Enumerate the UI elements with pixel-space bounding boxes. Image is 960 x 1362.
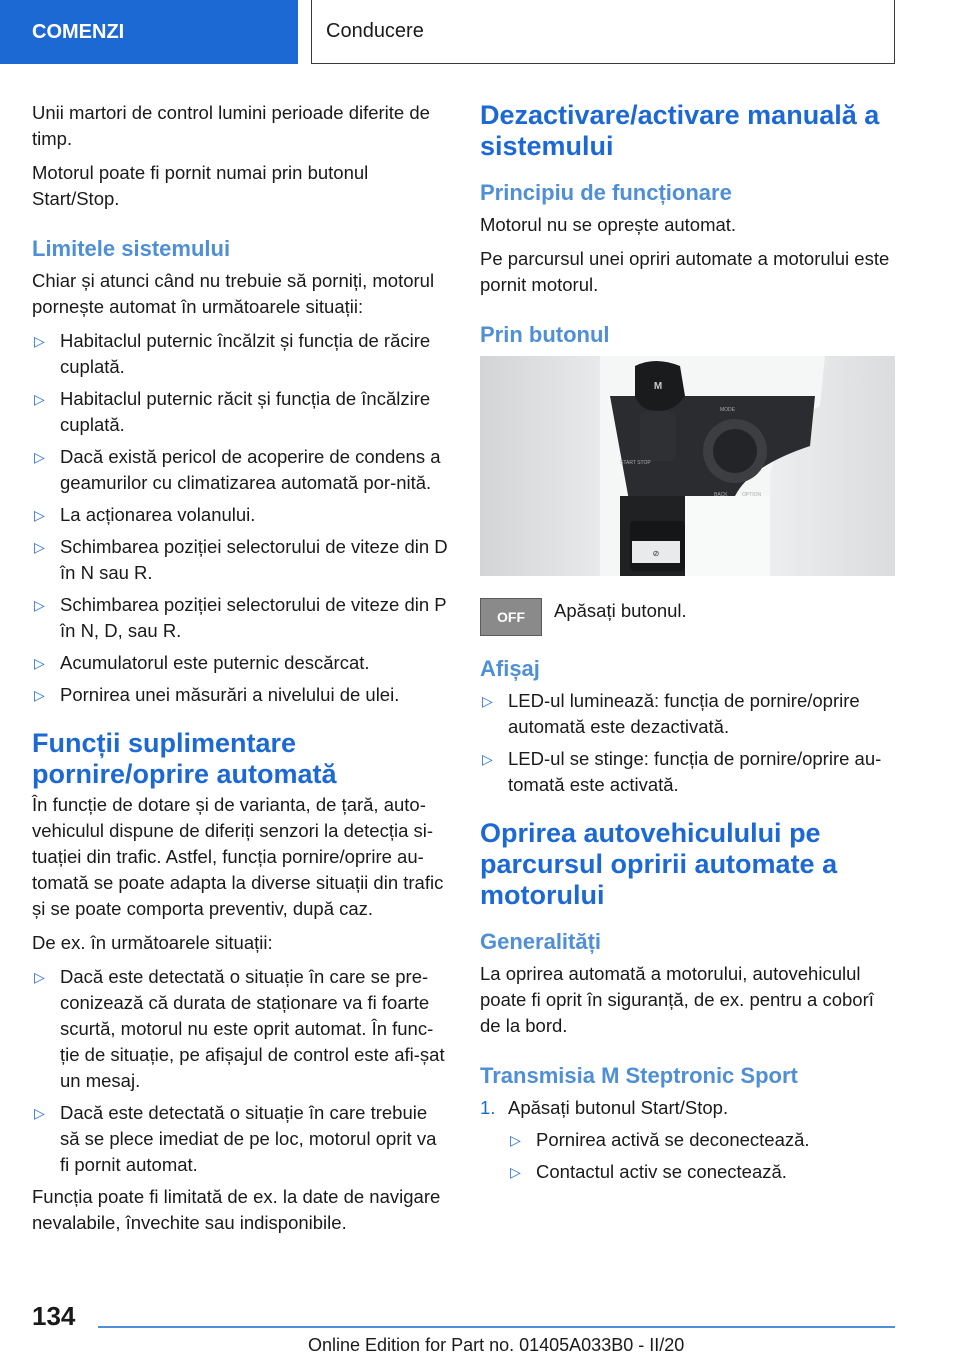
paragraph: Funcția poate fi limitată de ex. la date de navigare nevalabile, învechite sau indisponibile.	[32, 1186, 441, 1233]
chapter-tab	[311, 0, 895, 64]
heading-display: Afișaj	[480, 656, 540, 681]
triangle-bullet-icon: ▷	[34, 539, 45, 555]
paragraph: Chiar și atunci când nu trebuie să porniți, motorul pornește automat în următoarele situații:	[32, 270, 435, 317]
paragraph: Unii martori de control lumini perioade diferite de timp.	[32, 102, 430, 149]
list-item: ▷ Pornirea activă se deconectează.	[508, 1127, 896, 1153]
step-number: 1.	[480, 1097, 496, 1118]
paragraph: Motorul nu se oprește automat.	[480, 214, 737, 235]
triangle-bullet-icon: ▷	[510, 1132, 521, 1148]
footer-rule	[98, 1326, 895, 1328]
display-list	[480, 688, 896, 798]
limits-list	[32, 328, 448, 708]
heading-by-button: Prin butonul	[480, 322, 610, 347]
heading-limits: Limitele sistemului	[32, 236, 231, 261]
svg-text:MODE: MODE	[720, 407, 735, 413]
footer-edition: Online Edition for Part no. 01405A033B0 - II/20	[308, 1335, 685, 1355]
auto-start-stop-off-icon: OFF	[480, 598, 542, 636]
center-console-illustration	[480, 356, 895, 576]
heading-transmission: Transmisia M Steptronic Sport	[480, 1063, 798, 1088]
triangle-bullet-icon: ▷	[34, 391, 45, 407]
list-item: ▷ Habitaclul puternic răcit și funcția de încălzire cuplată.	[34, 388, 431, 435]
svg-text:BACK: BACK	[714, 492, 728, 498]
paragraph: Pe parcursul unei opriri automate a motorului este pornit motorul.	[480, 248, 890, 295]
list-item: ▷ Schimbarea poziției selectorului de viteze din P în N, D, sau R.	[34, 594, 447, 641]
list-item: ▷ Acumulatorul este puternic descărcat.	[32, 650, 448, 676]
steps-list	[480, 1095, 896, 1185]
heading-general: Generalități	[480, 929, 602, 954]
list-item: ▷ Schimbarea poziției selectorului de viteze din D în N sau R.	[34, 536, 448, 583]
triangle-bullet-icon: ▷	[34, 333, 45, 349]
list-item: ▷ Contactul activ se conectează.	[508, 1159, 896, 1185]
center-console-photo	[480, 356, 895, 576]
svg-text:OPTION: OPTION	[742, 492, 762, 498]
heading-manual-toggle: Dezactivare/activare manuală a sistemului	[480, 100, 880, 161]
list-item: ▷ La acționarea volanului.	[32, 502, 448, 528]
svg-text:START STOP: START STOP	[620, 460, 651, 466]
list-item: ▷ Pornirea unei măsurări a nivelului de ulei.	[32, 682, 448, 708]
list-item: ▷ Dacă este detectată o situație în care se pre-conizează că durata de staționare va fi foarte scurtă, motorul nu este oprit automat. În func-ție de situație, pe afișajul de control este afi-șat un mesaj.	[34, 966, 445, 1091]
triangle-bullet-icon: ▷	[34, 969, 45, 985]
triangle-bullet-icon: ▷	[482, 751, 493, 767]
section-title: COMENZI	[32, 20, 125, 43]
triangle-bullet-icon: ▷	[34, 687, 45, 703]
list-item: ▷ Dacă este detectată o situație în care trebuie să se plece imediat de pe loc, motorul oprit va fi pornit automat.	[34, 1102, 437, 1175]
button-instruction	[480, 598, 896, 636]
paragraph: Apăsați butonul.	[554, 600, 687, 621]
heading-stopping-vehicle: Oprirea autovehiculului pe parcursul opririi automate a motorului	[480, 818, 838, 910]
chapter-title: Conducere	[326, 20, 424, 42]
triangle-bullet-icon: ▷	[34, 507, 45, 523]
triangle-bullet-icon: ▷	[34, 1105, 45, 1121]
triangle-bullet-icon: ▷	[482, 693, 493, 709]
triangle-bullet-icon: ▷	[510, 1164, 521, 1180]
page-number: 134	[32, 1301, 76, 1331]
list-item: ▷ LED-ul se stinge: funcția de pornire/oprire au-tomată este activată.	[482, 748, 882, 795]
list-item: ▷ Habitaclul puternic încălzit și funcția de răcire cuplată.	[34, 330, 431, 377]
step-item: 1. Apăsați butonul Start/Stop. ▷ Pornirea activă se deconectează. ▷ Contactul activ se conectează.	[480, 1095, 896, 1185]
triangle-bullet-icon: ▷	[34, 655, 45, 671]
left-column	[32, 100, 448, 1244]
triangle-bullet-icon: ▷	[34, 449, 45, 465]
svg-text:⊘: ⊘	[652, 549, 660, 558]
extra-list	[32, 964, 448, 1178]
list-item: ▷ Dacă există pericol de acoperire de condens a geamurilor cu climatizarea automată por-nită.	[34, 446, 441, 493]
paragraph: La oprirea automată a motorului, autovehiculul poate fi oprit în siguranță, de ex. pentru a coborî de la bord.	[480, 963, 874, 1036]
paragraph: De ex. în următoarele situații:	[32, 932, 273, 953]
sub-list	[508, 1127, 896, 1185]
heading-extra-functions: Funcții suplimentare pornire/oprire automată	[32, 728, 337, 789]
svg-text:M: M	[653, 381, 663, 392]
list-item: ▷ LED-ul luminează: funcția de pornire/oprire automată este dezactivată.	[482, 690, 860, 737]
section-tab	[0, 0, 298, 64]
heading-principle: Principiu de funcționare	[480, 180, 732, 205]
triangle-bullet-icon: ▷	[34, 597, 45, 613]
paragraph: Motorul poate fi pornit numai prin butonul Start/Stop.	[32, 162, 369, 209]
paragraph: În funcție de dotare și de varianta, de țară, auto-vehiculul dispune de diferiți senzori la detecția si-tuației din trafic. Astfel, funcția pornire/oprire au-tomată se poate adapta la diverse situații din trafic și se poate comporta preventiv, după caz.	[32, 794, 444, 919]
right-column	[480, 100, 896, 1191]
